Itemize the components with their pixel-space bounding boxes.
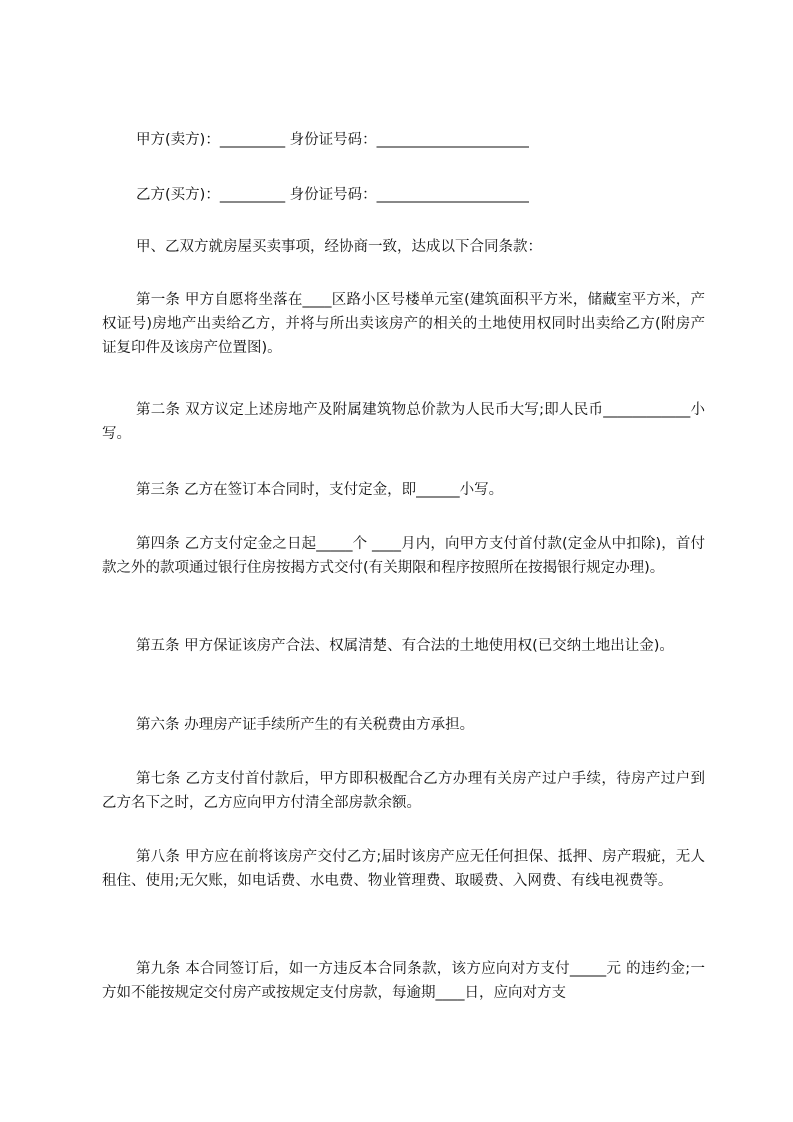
- party-a-line: 甲方(卖方)：_________ 身份证号码：_____________________: [136, 132, 529, 148]
- article-1: 第一条 甲方自愿将坐落在____区路小区号楼单元室(建筑面积平方米，储藏室平方米，产权证号)房地产出卖给乙方，并将与所出卖该房产的相关的土地使用权同时出卖给乙方(附房产证复印件及该房产位置图)。: [102, 292, 705, 356]
- article-2: 第二条 双方议定上述房地产及附属建筑物总价款为人民币大写;即人民币____________小写。: [102, 402, 705, 442]
- article-8: 第八条 甲方应在前将该房产交付乙方;届时该房产应无任何担保、抵押、房产瑕疵，无人租住、使用;无欠账，如电话费、水电费、物业管理费、取暖费、入网费、有线电视费等。: [102, 849, 705, 889]
- intro-paragraph: 甲、乙双方就房屋买卖事项，经协商一致，达成以下合同条款：: [136, 239, 542, 255]
- article-6: 第六条 办理房产证手续所产生的有关税费由方承担。: [136, 717, 475, 733]
- party-b-line: 乙方(买方)：_________ 身份证号码：_____________________: [136, 187, 529, 203]
- article-4: 第四条 乙方支付定金之日起_____个 ____月内，向甲方支付首付款(定金从中扣除)，首付款之外的款项通过银行住房按揭方式交付(有关期限和程序按照所在按揭银行规定办理)。: [102, 536, 705, 576]
- article-9: 第九条 本合同签订后，如一方违反本合同条款，该方应向对方支付_____元 的违约金;一方如不能按规定交付房产或按规定支付房款，每逾期____日，应向对方支: [102, 961, 705, 1001]
- article-5: 第五条 甲方保证该房产合法、权属清楚、有合法的土地使用权(已交纳土地出让金)。: [136, 638, 674, 654]
- article-7: 第七条 乙方支付首付款后，甲方即积极配合乙方办理有关房产过户手续，待房产过户到乙方名下之时，乙方应向甲方付清全部房款余额。: [102, 771, 705, 811]
- article-3: 第三条 乙方在签订本合同时，支付定金，即______小写。: [136, 482, 504, 498]
